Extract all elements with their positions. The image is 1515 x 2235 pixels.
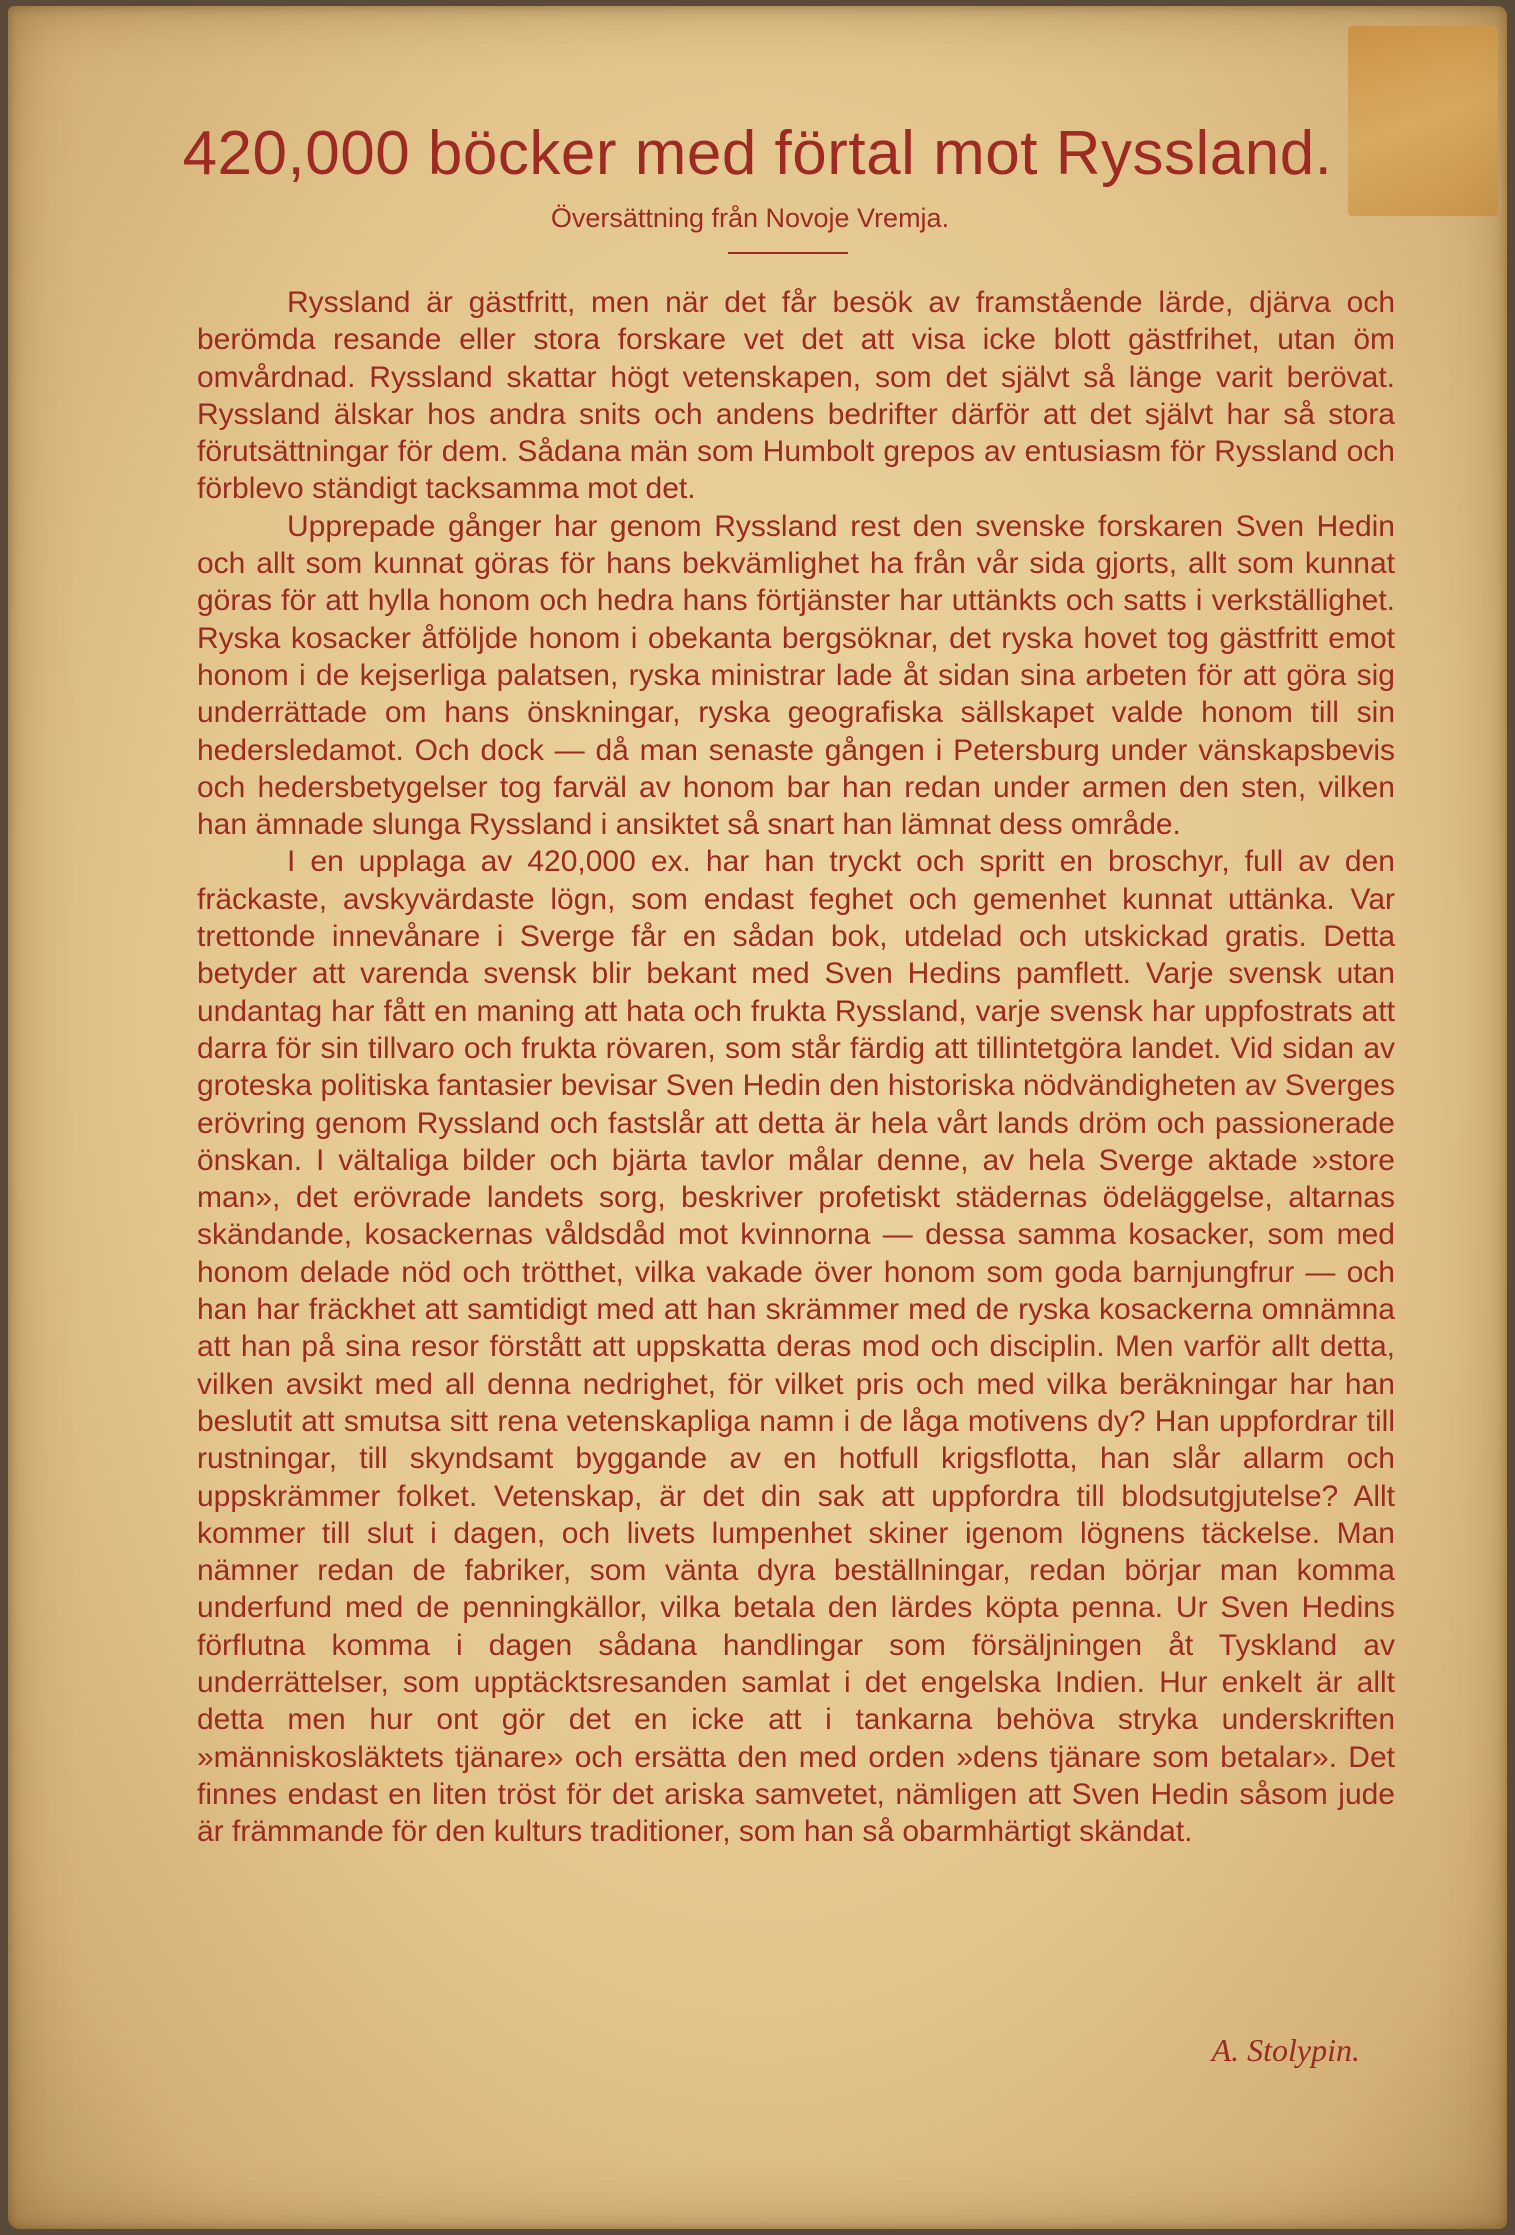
subtitle: Översättning från Novoje Vremja. <box>550 203 950 233</box>
page-title: 420,000 böcker med förtal mot Ryssland. <box>182 119 1333 188</box>
paragraph: I en upplaga av 420,000 ex. har han tryckt och spritt en broschyr, full av den fräckaste, avskyvärdaste lögn, som endast feghet och gemenhet kunnat uttänka. Var trettonde innevånare i Sverge får en sådan bok, utdelad och utskickad gratis. Detta betyder att varenda svensk blir bekant med Sven Hedins pamflett. Varje svensk utan undantag har fått en maning att hata och frukta Ryssland, varje svensk har uppfostrats att darra för sin tillvaro och frukta rövaren, som står färdig att tillintetgöra landet. Vid sidan av groteska politiska fantasier bevisar Sven Hedin den historiska nödvändigheten av Sverges erövring genom Ryssland och fastslår att detta är hela vårt lands dröm och passionerade önskan. I vältaliga bilder och bjärta tavlor målar denne, av hela Sverge aktade »store man», det erövrade landets sorg, beskriver profetiskt städernas ödeläggelse, altarnas skändande, kosackernas våldsdåd mot kvinnorna — dessa samma kosacker, som med honom delade nöd och trötthet, vilka vakade över honom som goda barnjungfrur — och han har fräckhet att samtidigt med att han skrämmer med de ryska kosackerna omnämna att han på sina resor förstått att uppskatta deras mod och disciplin. Men varför allt detta, vilken avsikt med all denna nedrighet, för vilket pris och med vilka beräkningar har han beslutit att smutsa sitt rena vetenskapliga namn i de låga motivens dy? Han uppfordrar till rustningar, till skyndsamt byggande av en hotfull krigsflotta, han slår allarm och uppskrämmer folket. Vetenskap, är det din sak att uppfordra till blodsutgjutelse? Allt kommer till slut i dagen, och livets lumpenhet skiner igenom lögnens täckelse. Man nämner redan de fabriker, som vänta dyra beställningar, redan börjar man komma underfund med de penningkällor, vilka betala den lärdes köpta penna. Ur Sven Hedins förflutna komma i dagen sådana handlingar som försäljningen åt Tyskland av underrättelser, som upptäcktsresanden samlat i det engelska Indien. Hur enkelt är allt detta men hur ont gör det en icke att i tankarna behöva stryka underskriften »människosläktets tjänare» och ersätta den med orden »dens tjänare som betalar». Det finnes endast en liten tröst för det ariska samvetet, nämligen att Sven Hedin såsom jude är främmande för den kulturs traditioner, som han så obarmhärtigt skändat. <box>197 845 1395 1849</box>
signature: A. Stolypin. <box>1211 2032 1360 2068</box>
article-body <box>197 284 1395 1850</box>
paragraph: Upprepade gånger har genom Ryssland rest den svenske forskaren Sven Hedin och allt som kunnat göras för hans bekvämlighet ha från vår sida gjorts, allt som kunnat göras för att hylla honom och hedra hans förtjänster har uttänkts och satts i verkställighet. Ryska kosacker åtföljde honom i obekanta bergsöknar, det ryska hovet tog gästfritt emot honom i de kejserliga palatsen, ryska ministrar lade åt sidan sina arbeten för att göra sig underrättade om hans önskningar, ryska geografiska sällskapet valde honom till sin hedersledamot. Och dock — då man senaste gången i Petersburg under vänskapsbevis och hedersbetygelser tog farväl av honom bar han redan under armen den sten, vilken han ämnade slunga Ryssland i ansiktet så snart han lämnat dess område. <box>197 509 1395 842</box>
paragraph: Ryssland är gästfritt, men när det får besök av framstående lärde, djärva och berömda resande eller stora forskare vet det att visa icke blott gästfrihet, utan öm omvårdnad. Ryssland skattar högt vetenskapen, som det självt så länge varit berövat. Ryssland älskar hos andra snits och andens bedrifter därför att det självt har så stora förutsättningar för dem. Sådana män som Humbolt grepos av entusiasm för Ryssland och förblevo ständigt tacksamma mot det. <box>197 286 1395 506</box>
title-divider <box>728 252 848 254</box>
